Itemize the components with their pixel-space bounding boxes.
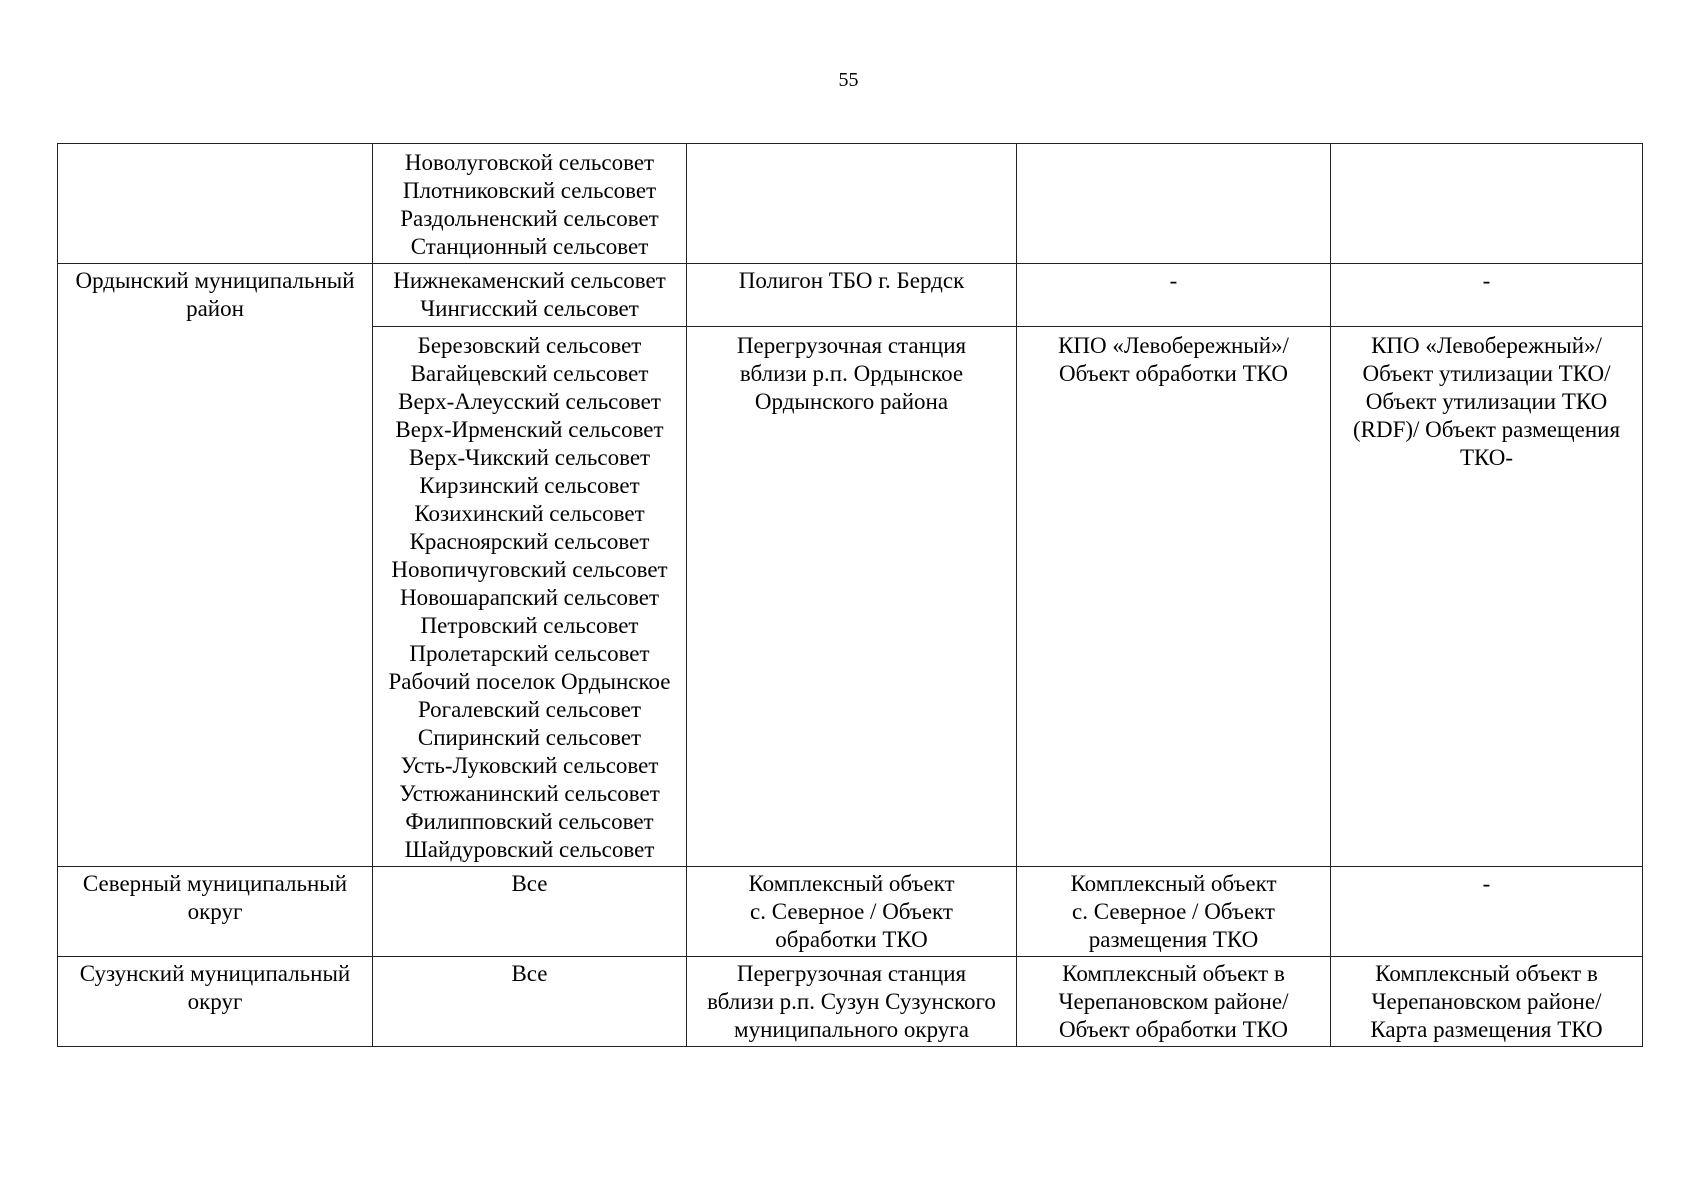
facility1-cell [687, 957, 1017, 1047]
page-number: 55 [838, 69, 859, 91]
facility2-cell [1017, 327, 1331, 867]
district-cell [58, 264, 373, 867]
table-row [58, 957, 1643, 1047]
table-row [58, 144, 1643, 264]
facility1-cell [687, 144, 1017, 264]
facility2-cell [1017, 264, 1331, 327]
facility3-text: Комплексный объект в Черепановском районе/ Карта размещения ТКО [1370, 961, 1603, 1042]
facility2-text: Комплексный объект в Черепановском районе/ Объект обработки ТКО [1058, 961, 1289, 1042]
table-row [58, 264, 1643, 327]
facility3-text: - [1482, 268, 1491, 293]
facility1-text: Полигон ТБО г. Бердск [738, 268, 965, 293]
facility3-text: КПО «Левобережный»/ Объект утилизации ТКО/ Объект утилизации ТКО (RDF)/ Объект размещения ТКО- [1352, 333, 1621, 470]
facility3-cell [1331, 867, 1643, 957]
district-cell [58, 867, 373, 957]
facility2-cell [1017, 144, 1331, 264]
facility1-text: Перегрузочная станция вблизи р.п. Ордынское Ордынского района [736, 333, 967, 414]
facility2-text: Комплексный объект с. Северное / Объект размещения ТКО [1070, 871, 1277, 952]
facility3-cell [1331, 264, 1643, 327]
settlements-cell [373, 264, 687, 327]
facility3-text: - [1482, 871, 1491, 896]
facility1-cell [687, 867, 1017, 957]
facility1-cell [687, 264, 1017, 327]
facility2-text: - [1169, 268, 1178, 293]
settlements-text: Все [511, 871, 548, 896]
settlements-text: Нижнекаменский сельсовет Чингисский сельсовет [393, 268, 666, 321]
waste-routing-table [57, 143, 1643, 1047]
settlements-cell [373, 867, 687, 957]
settlements-cell [373, 957, 687, 1047]
facility2-text: КПО «Левобережный»/ Объект обработки ТКО [1058, 333, 1289, 386]
facility3-cell [1331, 327, 1643, 867]
settlements-text: Все [511, 961, 548, 986]
settlements-text: Новолуговской сельсовет Плотниковский сельсовет Раздольненский сельсовет Станционный сельсовет [400, 150, 659, 259]
facility2-cell [1017, 867, 1331, 957]
facility1-cell [687, 327, 1017, 867]
facility2-cell [1017, 957, 1331, 1047]
facility1-text: Перегрузочная станция вблизи р.п. Сузун Сузунского муниципального округа [707, 961, 996, 1042]
facility3-cell [1331, 144, 1643, 264]
facility3-cell [1331, 957, 1643, 1047]
district-cell [58, 144, 373, 264]
settlements-cell [373, 327, 687, 867]
facility1-text: Комплексный объект с. Северное / Объект обработки ТКО [748, 871, 955, 952]
settlements-text: Березовский сельсовет Вагайцевский сельсовет Верх-Алеусский сельсовет Верх-Ирменский сельсовет Верх-Чикский сельсовет Кирзинский сельсовет Козихинский сельсовет Красноярский сельсовет Новопичуговский сельсовет Новошарапский сельсовет Петровский сельсовет Пролетарский сельсовет Рабочий поселок Ордынское Рогалевский сельсовет Спиринский сельсовет Усть-Луковский сельсовет Устюжанинский сельсовет Филипповский сельсовет Шайдуровский сельсовет [388, 333, 671, 862]
district-text: Сузунский муниципальный округ [79, 961, 351, 1014]
district-text: Ордынский муниципальный район [75, 268, 355, 321]
district-cell [58, 957, 373, 1047]
district-text: Северный муниципальный округ [82, 871, 348, 924]
table-row [58, 867, 1643, 957]
settlements-cell [373, 144, 687, 264]
